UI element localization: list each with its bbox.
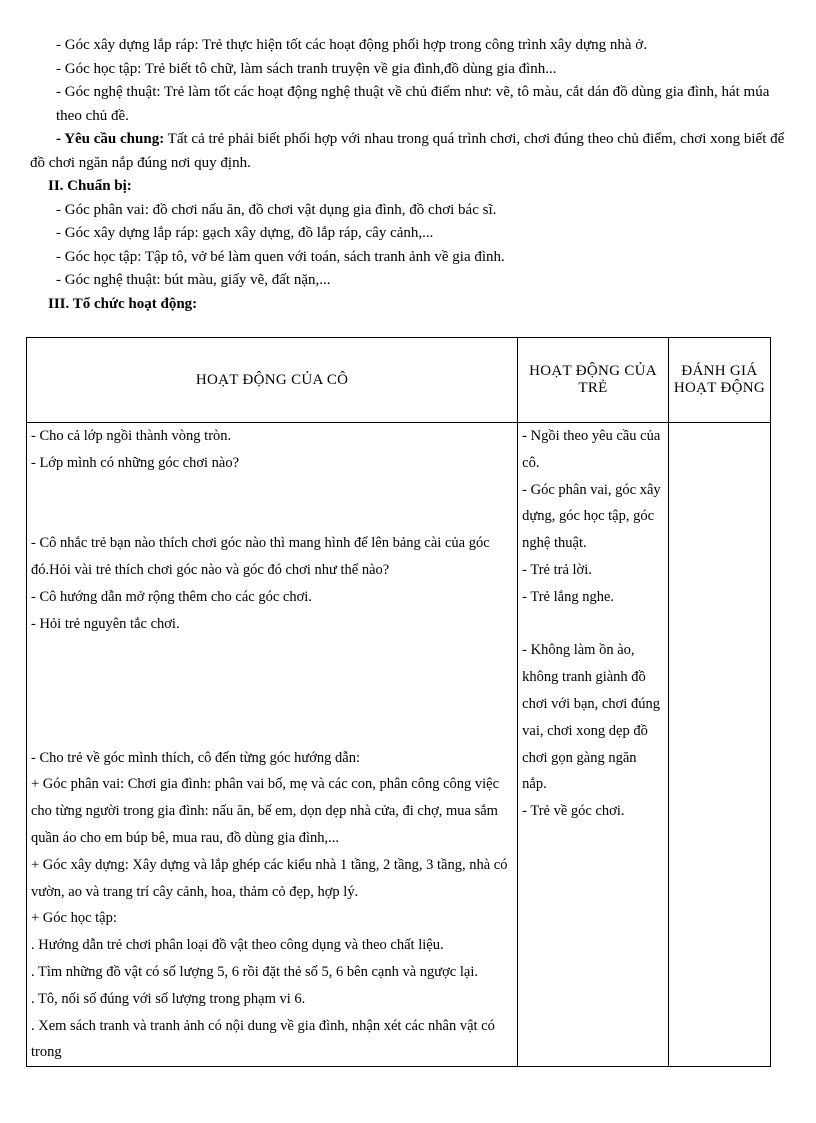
spacer <box>31 664 513 691</box>
spacer <box>31 718 513 745</box>
teacher-line: . Tìm những đồ vật có số lượng 5, 6 rồi đặt thẻ số 5, 6 bên cạnh và ngược lại. <box>31 963 478 980</box>
spacer <box>31 637 513 664</box>
requirement-text: Tất cả trẻ phải biết phối hợp với nhau trong quá trình chơi, chơi đúng theo chủ điểm, chơi xong biết để đồ chơi ngăn nắp đúng nơi quy định. <box>30 131 785 171</box>
teacher-line: - Cho trẻ về góc mình thích, cô đến từng góc hướng dẫn: <box>31 749 361 766</box>
header-eval-line2: HOẠT ĐỘNG <box>673 380 765 396</box>
spacer <box>31 477 513 504</box>
teacher-line: - Cô nhắc trẻ bạn nào thích chơi góc nào thì mang hình để lên bảng cài của góc đó.Hỏi vài trẻ thích chơi góc nào và góc đó chơi như thế nào? <box>31 535 490 578</box>
intro-section <box>30 34 790 316</box>
evaluation-cell <box>668 423 770 1067</box>
child-line: - Ngồi theo yêu cầu của cô. <box>522 428 661 471</box>
header-evaluation <box>668 338 770 423</box>
spacer <box>31 691 513 718</box>
section-heading-organization: III. Tổ chức hoạt động: <box>48 295 198 312</box>
teacher-line: . Hướng dẫn trẻ chơi phân loại đồ vật theo công dụng và theo chất liệu. <box>31 937 444 954</box>
prep-line: - Góc học tập: Tập tô, vở bé làm quen với toán, sách tranh ảnh về gia đình. <box>56 248 505 265</box>
child-activity-cell <box>518 423 669 1067</box>
teacher-line: + Góc xây dựng: Xây dựng và lắp ghép các kiểu nhà 1 tầng, 2 tầng, 3 tầng, nhà có vườn, ao và trang trí cây cảnh, hoa, thảm cỏ đẹp, hợp lý. <box>31 856 508 900</box>
intro-line: - Góc học tập: Trẻ biết tô chữ, làm sách tranh truyện về gia đình,đồ dùng gia đình... <box>56 60 557 77</box>
intro-line: - Góc xây dựng lắp ráp: Trẻ thực hiện tốt các hoạt động phối hợp trong công trình xây dựng nhà ở. <box>56 37 647 53</box>
child-line: - Trẻ lắng nghe. <box>522 588 615 605</box>
teacher-line: - Hỏi trẻ nguyên tắc chơi. <box>31 615 180 632</box>
header-child: HOẠT ĐỘNG CỦA TRẺ <box>518 338 669 423</box>
spacer <box>522 611 664 638</box>
teacher-line: - Cho cả lớp ngồi thành vòng tròn. <box>31 428 232 444</box>
spacer <box>31 503 513 530</box>
child-line: - Trẻ trả lời. <box>522 561 592 578</box>
header-teacher: HOẠT ĐỘNG CỦA CÔ <box>27 338 518 423</box>
header-eval-line1: ĐÁNH GIÁ <box>681 363 758 379</box>
child-line: - Góc phân vai, góc xây dựng, góc học tập, góc nghệ thuật. <box>522 481 661 552</box>
prep-line: - Góc phân vai: đồ chơi nấu ăn, đồ chơi vật dụng gia đình, đồ chơi bác sĩ. <box>56 201 497 218</box>
teacher-line: - Cô hướng dẫn mở rộng thêm cho các góc chơi. <box>31 588 312 605</box>
teacher-line: - Lớp mình có những góc chơi nào? <box>31 454 240 471</box>
requirement-label: - Yêu cầu chung: <box>56 131 165 147</box>
teacher-line: . Tô, nối số đúng với số lượng trong phạm vi 6. <box>31 990 306 1007</box>
child-line: - Trẻ về góc chơi. <box>522 803 625 820</box>
intro-line: - Góc nghệ thuật: Trẻ làm tốt các hoạt động nghệ thuật về chủ điểm như: vẽ, tô màu, cắt dán đồ dùng gia đình, hát múa theo chủ đề. <box>56 84 770 124</box>
prep-line: - Góc nghệ thuật: bút màu, giấy vẽ, đất nặn,... <box>56 272 331 288</box>
general-requirement <box>30 128 790 175</box>
section-heading-preparation: II. Chuẩn bị: <box>48 178 132 194</box>
child-line: - Không làm ồn ào, không tranh giành đồ chơi với bạn, chơi đúng vai, chơi xong dẹp đồ chơi gọn gàng ngăn nắp. <box>522 642 660 793</box>
table-header-row <box>27 338 771 423</box>
teacher-line: + Góc phân vai: Chơi gia đình: phân vai bố, mẹ và các con, phân công công việc cho từng người trong gia đình: nấu ăn, bế em, dọn dẹp nhà cửa, đi chợ, mua sắm quần áo cho em búp bê, mua rau, đồ dùng gia đình,... <box>31 776 500 846</box>
teacher-line: . Xem sách tranh và tranh ảnh có nội dung về gia đình, nhận xét các nhân vật có trong <box>31 1017 495 1061</box>
teacher-line: + Góc học tập: <box>31 910 117 927</box>
activity-table <box>26 337 771 1067</box>
prep-line: - Góc xây dựng lắp ráp: gạch xây dựng, đồ lắp ráp, cây cảnh,... <box>56 225 434 241</box>
table-row <box>27 423 771 1067</box>
teacher-activity-cell <box>27 423 518 1067</box>
